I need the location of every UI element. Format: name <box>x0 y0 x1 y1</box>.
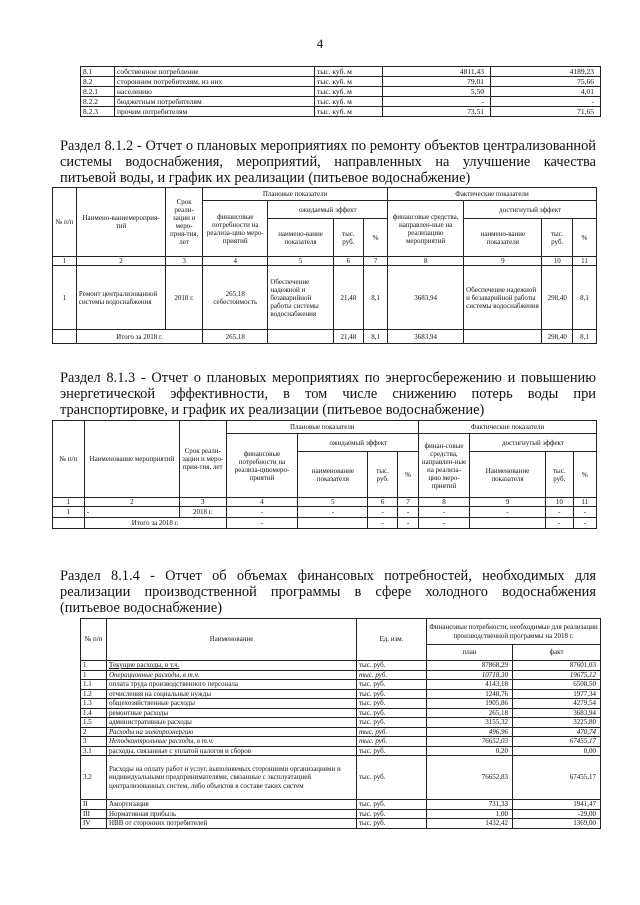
table-row <box>81 746 601 756</box>
row-code: IV <box>81 819 107 829</box>
row-code: II <box>81 800 107 810</box>
row-code: III <box>81 809 107 819</box>
row-code: 1.2 <box>81 689 107 699</box>
consumption-table <box>80 66 601 117</box>
row-name: отчисления на социальные нужды <box>107 689 357 699</box>
col-num-header: № п/п <box>81 619 107 661</box>
energy-saving-table <box>52 420 597 529</box>
row-fact: 75,66 <box>491 77 601 87</box>
row-code: 8.1 <box>81 67 115 77</box>
row-fact: 19675,12 <box>513 670 601 680</box>
row-name: расходы, связанные с уплатой налогов и сборов <box>107 746 357 756</box>
row-plan: 76652,03 <box>427 737 513 747</box>
row-term: 2018 г. <box>166 266 203 330</box>
table-row <box>81 718 601 728</box>
rub-header: тыс. руб. <box>333 219 363 257</box>
row-name: сторонним потребителям, из них <box>115 77 315 87</box>
table-row <box>81 819 601 829</box>
row-plan: 73,51 <box>383 107 491 117</box>
table-row <box>81 661 601 671</box>
column-numbers-row <box>53 257 597 266</box>
column-number: 11 <box>573 498 596 507</box>
row-plan: 4811,43 <box>383 67 491 77</box>
row-name: Амортизация <box>107 800 357 810</box>
table-row <box>81 737 601 747</box>
row-code: 2 <box>81 727 107 737</box>
row-unit: тыс. куб. м <box>315 87 383 97</box>
table-row <box>81 809 601 819</box>
row-fact: 71,65 <box>491 107 601 117</box>
row-code: 3 <box>81 737 107 747</box>
row-plan: 1905,86 <box>427 699 513 709</box>
row-unit: тыс. руб. <box>357 727 427 737</box>
table-row <box>81 708 601 718</box>
total-rub-fact: 298,40 <box>542 330 572 344</box>
row-plan: 5,50 <box>383 87 491 97</box>
row-indicator: Обеспечение надежной и безаварийной работы системы водоснабжения <box>268 266 333 330</box>
row-c7: - <box>397 507 418 518</box>
total-label: Итого за 2018 г. <box>84 518 226 529</box>
total-row <box>53 330 597 344</box>
fin-means-header: финансовые средства, направлен-ные на реализацию мероприятий <box>388 201 464 257</box>
column-number: 4 <box>226 498 298 507</box>
table-row <box>81 699 601 709</box>
total-c6: - <box>368 518 398 529</box>
row-name: НВВ от сторонних потребителей <box>107 819 357 829</box>
column-number: 5 <box>298 498 368 507</box>
row-unit: тыс. руб. <box>357 737 427 747</box>
indicator-name-header: наименование показателя <box>298 452 368 498</box>
pct-header: % <box>397 452 418 498</box>
column-number: 10 <box>546 498 574 507</box>
row-fact: 470,74 <box>513 727 601 737</box>
row-unit: тыс. руб. <box>357 661 427 671</box>
row-plan: 10718,30 <box>427 670 513 680</box>
fin-needs-header: Финансовые потребности, необходимые для реализации производственной программы на 2018 г. <box>427 619 601 645</box>
table-row <box>81 680 601 690</box>
row-name: Текущие расходы, в т.ч. <box>107 661 357 671</box>
row-unit: тыс. куб. м <box>315 67 383 77</box>
row-plan: 731,33 <box>427 800 513 810</box>
row-plan: 76652,83 <box>427 756 513 800</box>
row-plan: 79,01 <box>383 77 491 87</box>
row-pct: 8,1 <box>364 266 388 330</box>
row-unit: тыс. руб. <box>357 670 427 680</box>
row-plan: 1248,76 <box>427 689 513 699</box>
row-name: ремонтные расходы <box>107 708 357 718</box>
row-fin: 265,18 себестоимость <box>203 266 268 330</box>
row-fact: 67455,17 <box>513 737 601 747</box>
row-plan: 1,00 <box>427 809 513 819</box>
col-name-header: Наименование мероприятий <box>84 421 179 498</box>
row-fact: 1977,34 <box>513 689 601 699</box>
column-number: 1 <box>53 498 85 507</box>
row-unit: тыс. руб. <box>357 746 427 756</box>
section-814-heading: Раздел 8.1.4 - Отчет об объемах финансовых потребностей, необходимых для реализации производственной программы в сфере холодного водоснабжения (питьевое водоснабжение) <box>60 568 596 616</box>
row-fact: 6508,50 <box>513 680 601 690</box>
fin-needs-header: финансовые потребности на реализа-цию меро-приятий <box>203 201 268 257</box>
expected-effect-header: ожидаемый эффект <box>298 434 419 452</box>
table-row <box>81 689 601 699</box>
row-code: 1.3 <box>81 699 107 709</box>
column-number: 6 <box>368 498 398 507</box>
row-plan: 87868,29 <box>427 661 513 671</box>
col-name-header: Наименование <box>107 619 357 661</box>
col-unit-header: Ед. изм. <box>357 619 427 661</box>
row-fact: 0,00 <box>513 746 601 756</box>
row-c10: - <box>546 507 574 518</box>
row-name: Расходы на оплату работ и услуг, выполняемых сторонними организациями и индивидуальными предпринимателями, связанные с эксплуатацией централизованных систем, либо объектов в составе таких систем <box>107 756 357 800</box>
table-row <box>81 67 601 77</box>
row-name: Расходы на электроэнергию <box>107 727 357 737</box>
col-term-header: Срок реали-зации и меро-прия-тия, лет <box>179 421 226 498</box>
row-fact: - <box>491 97 601 107</box>
row-code: 8.2 <box>81 77 115 87</box>
row-c6: - <box>368 507 398 518</box>
row-num: 1 <box>53 266 77 330</box>
expected-effect-header: ожидаемый эффект <box>268 201 388 219</box>
fact-header: Фактические показатели <box>388 188 597 201</box>
fin-means-header: финан-совые средства, направлен-ные на реализа-цию меро-приятий <box>419 434 470 498</box>
col-name-header: Наимено-ваниемероприя-тий <box>76 188 165 257</box>
col-num-header: № п/п <box>53 188 77 257</box>
row-name: Ремонт централизованной системы водоснабжения <box>76 266 165 330</box>
plan-header: Плановые показатели <box>203 188 388 201</box>
row-code: 1 <box>81 670 107 680</box>
row-num: 1 <box>53 507 85 518</box>
row-rub: 21,48 <box>333 266 363 330</box>
row-c4: - <box>226 507 298 518</box>
row-c11: - <box>573 507 596 518</box>
section-812-heading: Раздел 8.1.2 - Отчет о плановых мероприятиях по ремонту объектов централизованной системы водоснабжения, мероприятий, направленных на улучшение качества питьевой воды, и график их реализации (питьевое водоснабжение) <box>60 138 596 186</box>
row-rub-fact: 298,40 <box>542 266 572 330</box>
row-fact: 1369,00 <box>513 819 601 829</box>
pct-header: % <box>364 219 388 257</box>
total-c10: - <box>546 518 574 529</box>
row-code: 8.2.1 <box>81 87 115 97</box>
column-number: 11 <box>572 257 596 266</box>
column-number: 9 <box>469 498 545 507</box>
column-number: 2 <box>84 498 179 507</box>
fact-header: Фактические показатели <box>419 421 597 434</box>
row-unit: тыс. руб. <box>357 699 427 709</box>
col-num-header: № п/п <box>53 421 85 498</box>
pct-fact-header: % <box>573 452 596 498</box>
row-name: Нормативная прибыль <box>107 809 357 819</box>
column-numbers-row <box>53 498 597 507</box>
row-code: 1.5 <box>81 718 107 728</box>
row-unit: тыс. руб. <box>357 680 427 690</box>
achieved-effect-header: достигнутый эффект <box>469 434 596 452</box>
row-plan: 0,20 <box>427 746 513 756</box>
row-code: 1 <box>81 661 107 671</box>
row-fact: 3683,94 <box>513 708 601 718</box>
financial-needs-table <box>80 618 601 829</box>
row-fact: 4189,23 <box>491 67 601 77</box>
row-name: прочим потребителям <box>115 107 315 117</box>
row-fact: 87601,03 <box>513 661 601 671</box>
row-c9: - <box>469 507 545 518</box>
rub-header: тыс. руб. <box>368 452 398 498</box>
row-fact: 67455,17 <box>513 756 601 800</box>
indicator-name-fact-header: наимено-вание показателя <box>464 219 542 257</box>
row-indicator-fact: Обеспечение надежной и безаварийной работы системы водоснабжения <box>464 266 542 330</box>
row-fin-fact: 3683,94 <box>388 266 464 330</box>
row-unit: тыс. руб. <box>357 689 427 699</box>
column-number: 8 <box>388 257 464 266</box>
column-number: 1 <box>53 257 77 266</box>
row-code: 3.1 <box>81 746 107 756</box>
row-unit: тыс. куб. м <box>315 77 383 87</box>
row-plan: - <box>383 97 491 107</box>
total-fin-fact: 3683,94 <box>388 330 464 344</box>
column-number: 3 <box>166 257 203 266</box>
plan-header: Плановые показатели <box>226 421 419 434</box>
col-term-header: Срок реали-зации и меро-прия-тия, лет <box>166 188 203 257</box>
row-code: 1.4 <box>81 708 107 718</box>
table-row <box>81 670 601 680</box>
row-plan: 496,96 <box>427 727 513 737</box>
total-fin: 265,18 <box>203 330 268 344</box>
row-code: 3.2 <box>81 756 107 800</box>
achieved-effect-header: достигнутый эффект <box>464 201 597 219</box>
total-c11: - <box>573 518 596 529</box>
row-name: общехозяйственные расходы <box>107 699 357 709</box>
row-fact: 4279,54 <box>513 699 601 709</box>
table-row <box>81 107 601 117</box>
row-term: 2018 г. <box>179 507 226 518</box>
row-name: Операционные расходы, в т.ч. <box>107 670 357 680</box>
row-code: 8.2.2 <box>81 97 115 107</box>
fact-header: факт <box>513 645 601 661</box>
row-name: собственное потребление <box>115 67 315 77</box>
plan-header: план <box>427 645 513 661</box>
total-pct-fact: 8,1 <box>572 330 596 344</box>
column-number: 9 <box>464 257 542 266</box>
row-name: бюджетным потребителям <box>115 97 315 107</box>
row-name: населению <box>115 87 315 97</box>
row-plan: 1432,42 <box>427 819 513 829</box>
table-row <box>53 507 597 518</box>
column-number: 7 <box>397 498 418 507</box>
rub-fact-header: тыс. руб. <box>542 219 572 257</box>
row-unit: тыс. руб. <box>357 819 427 829</box>
total-c7: - <box>397 518 418 529</box>
section-813-heading: Раздел 8.1.3 - Отчет о плановых мероприятиях по энергосбережению и повышению энергетической эффективности, в том числе снижению потерь воды при транспортировке, и график их реализации (питьевое водоснабжение) <box>60 370 596 418</box>
fin-needs-header: финансовые потребности на реализа-циюмеро-приятий <box>226 434 298 498</box>
column-number: 6 <box>333 257 363 266</box>
row-fact: 3225,80 <box>513 718 601 728</box>
table-row <box>81 97 601 107</box>
repair-measures-table <box>52 187 597 344</box>
row-name: административные расходы <box>107 718 357 728</box>
row-unit: тыс. куб. м <box>315 97 383 107</box>
table-row <box>81 727 601 737</box>
row-unit: тыс. руб. <box>357 809 427 819</box>
row-plan: 265,18 <box>427 708 513 718</box>
row-fact: 1941,47 <box>513 800 601 810</box>
row-plan: 3155,32 <box>427 718 513 728</box>
row-code: 1.1 <box>81 680 107 690</box>
column-number: 8 <box>419 498 470 507</box>
row-c5: - <box>298 507 368 518</box>
indicator-name-fact-header: Наименование показателя <box>469 452 545 498</box>
row-unit: тыс. руб. <box>357 800 427 810</box>
column-number: 2 <box>76 257 165 266</box>
table-row <box>53 266 597 330</box>
total-c4: - <box>226 518 298 529</box>
row-plan: 4143,18 <box>427 680 513 690</box>
table-row <box>81 800 601 810</box>
column-number: 7 <box>364 257 388 266</box>
column-number: 4 <box>203 257 268 266</box>
column-number: 10 <box>542 257 572 266</box>
total-rub: 21,48 <box>333 330 363 344</box>
row-name: Неподконтрольные расходы, в т.ч. <box>107 737 357 747</box>
table-row <box>81 87 601 97</box>
row-pct-fact: 8,1 <box>572 266 596 330</box>
table-row <box>81 77 601 87</box>
row-code: 8.2.3 <box>81 107 115 117</box>
table-row <box>81 756 601 800</box>
column-number: 5 <box>268 257 333 266</box>
total-row <box>53 518 597 529</box>
row-unit: тыс. руб. <box>357 756 427 800</box>
page-number: 4 <box>316 36 324 51</box>
row-fact: 4,01 <box>491 87 601 97</box>
row-c8: - <box>419 507 470 518</box>
row-name: - <box>84 507 179 518</box>
column-number: 3 <box>179 498 226 507</box>
total-label: Итого за 2018 г. <box>76 330 202 344</box>
row-unit: тыс. руб. <box>357 708 427 718</box>
pct-fact-header: % <box>572 219 596 257</box>
rub-fact-header: тыс. руб. <box>546 452 574 498</box>
row-unit: тыс. руб. <box>357 718 427 728</box>
row-unit: тыс. куб. м <box>315 107 383 117</box>
total-pct: 8,1 <box>364 330 388 344</box>
row-name: оплата труда производственного персонала <box>107 680 357 690</box>
row-fact: -29,00 <box>513 809 601 819</box>
indicator-name-header: наимено-вание показателя <box>268 219 333 257</box>
total-c8: - <box>419 518 470 529</box>
